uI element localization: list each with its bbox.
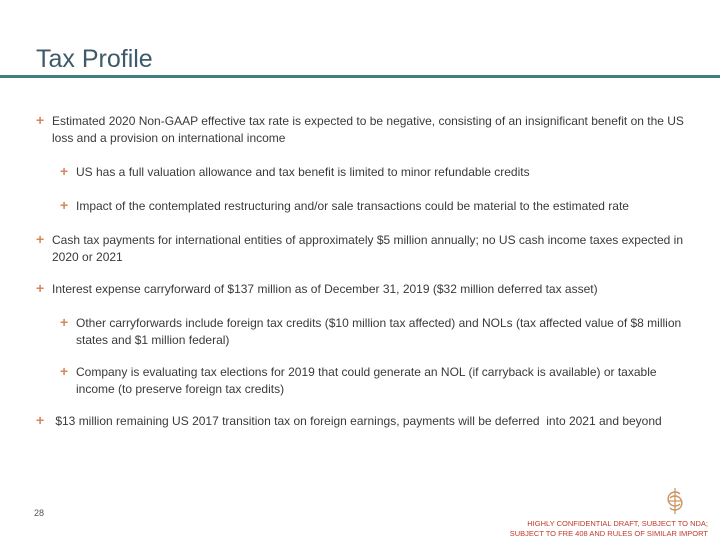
page-title: Tax Profile: [36, 45, 153, 73]
bullet-text: Impact of the contemplated restructuring and/or sale transactions could be material to the estimated rate: [76, 199, 629, 213]
bullet-item: [60, 163, 692, 181]
interlocking-c-logo-icon: [664, 487, 686, 515]
plus-bullet-icon: +: [60, 197, 69, 213]
confidentiality-line-1: HIGHLY CONFIDENTIAL DRAFT, SUBJECT TO NDA;: [527, 519, 708, 528]
plus-bullet-icon: +: [60, 314, 69, 330]
bullet-item: [36, 412, 692, 430]
confidentiality-notice: [510, 519, 708, 539]
confidentiality-line-2: SUBJECT TO FRE 408 AND RULES OF SIMILAR IMPORT: [509, 529, 708, 538]
plus-bullet-icon: +: [60, 363, 69, 379]
bullet-text: Estimated 2020 Non-GAAP effective tax rate is expected to be negative, consisting of an insignificant benefit on the US loss and a provision on international income: [52, 114, 684, 145]
plus-bullet-icon: +: [36, 412, 45, 428]
page-number: 28: [34, 508, 45, 518]
bullet-item: [36, 231, 692, 266]
bullet-text: US has a full valuation allowance and tax benefit is limited to minor refundable credits: [76, 165, 530, 179]
plus-bullet-icon: +: [36, 280, 45, 296]
bullet-text: Company is evaluating tax elections for 2019 that could generate an NOL (if carryback is available) or taxable income (to preserve foreign tax credits): [76, 365, 657, 396]
bullet-item: [36, 280, 692, 298]
bullet-text: Cash tax payments for international entities of approximately $5 million annually; no US cash income taxes expected in 2020 or 2021: [52, 233, 684, 264]
bullet-item: [60, 363, 692, 398]
bullet-text: Interest expense carryforward of $137 million as of December 31, 2019 ($32 million deferred tax asset): [52, 282, 598, 296]
bullet-item: [60, 314, 692, 349]
plus-bullet-icon: +: [60, 163, 69, 179]
bullet-text: $13 million remaining US 2017 transition tax on foreign earnings, payments will be deferred into 2021 and beyond: [52, 414, 662, 428]
bullet-text: Other carryforwards include foreign tax credits ($10 million tax affected) and NOLs (tax affected value of $8 million states and $1 million federal): [76, 316, 682, 347]
bullet-item: [60, 197, 692, 215]
title-divider: [0, 75, 720, 78]
plus-bullet-icon: +: [36, 112, 45, 128]
bullet-item: [36, 112, 692, 147]
plus-bullet-icon: +: [36, 231, 45, 247]
